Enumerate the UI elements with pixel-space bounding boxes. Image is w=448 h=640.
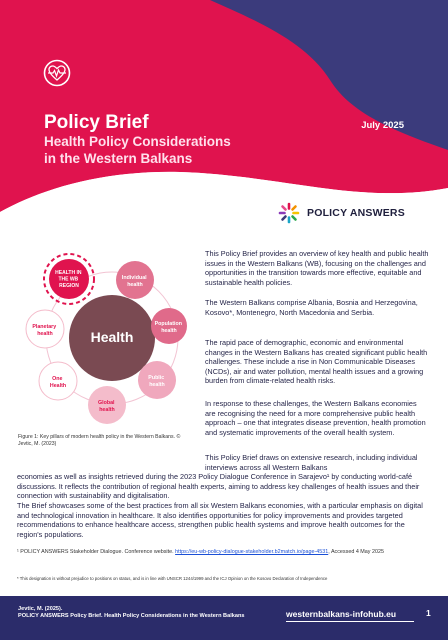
node-population-health: [151, 308, 187, 344]
node-individual-health: [116, 261, 154, 299]
node-health-in-wb-region: [44, 254, 94, 304]
node-global-health: [88, 386, 126, 424]
node-public-health: [138, 361, 176, 399]
paragraph-response: In response to these challenges, the Western Balkans economies are recognising the need for a more comprehensive public health approach – one that integrates disease prevention, health promotion and systematic improvements of the overall health system.: [205, 399, 426, 437]
paragraph-best-practices: The Brief showcases some of the best practices from all six Western Balkans economies, with a particular emphasis on digital and technological innovation in healthcare. It also identifies opportunities for policy improvements and provides targeted recommendations to enhance healthcare access, strengthen public health systems and improve health outcomes for the region's populations.: [17, 501, 423, 539]
publication-date: July 2025: [361, 120, 404, 131]
paragraph-challenges: The rapid pace of demographic, economic and environmental changes in the Western Balkans has created significant public health challenges. These include a rise in Non Communicable Diseases (NCDs), air and water pollution, mental health issues and a growing burden from climate-related health risks.: [205, 338, 428, 386]
highlight-line-2: THE WB: [58, 276, 79, 283]
health-pillars-diagram: [17, 243, 207, 433]
footer-citation: [18, 606, 245, 621]
document-title-line2: in the Western Balkans: [44, 151, 193, 166]
footer-website-link[interactable]: westernbalkans-infohub.eu: [286, 609, 397, 619]
svg-text:One Health: One Health: [49, 376, 67, 389]
svg-text:HEALTH IN THE WB R: [55, 270, 83, 289]
paragraph-methodology-first-line: This Policy Brief draws on extensive research, including individual interviews across all Western Balkans: [205, 453, 418, 472]
figure-caption: Figure 1: Key pillars of modern health policy in the Western Balkans. © Jevtic, M. (2023): [18, 434, 181, 447]
footnote-1-link[interactable]: https://eu-wb-policy-dialogue-stakeholder.b2match.io/page-4531: [175, 549, 329, 555]
paragraph-methodology-rest: economies as well as insights retrieved during the 2023 Policy Dialogue Conference in Sarajevo¹ by conducting world-café discussions. It reflects the contribution of regional health experts, aiming to address key challenges of health issues and their connection with sustainability and digitalisation.: [17, 472, 420, 501]
footer-link-underline: [286, 621, 414, 622]
svg-text:Public health: Public health: [148, 375, 165, 388]
footnote-1-text: ¹ POLICY ANSWERS Stakeholder Dialogue. Conference website.: [17, 549, 174, 555]
paragraph-methodology: [17, 453, 431, 501]
highlight-line-1: HEALTH IN: [55, 270, 82, 276]
paragraph-overview: This Policy Brief provides an overview of key health and public health issues in the Western Balkans (WB), focusing on the challenges and opportunities in the transition towards more effective, equitable and sustainable health policies.: [205, 249, 429, 287]
node-planetary-health: [26, 310, 64, 348]
spark-burst-icon: [277, 201, 301, 225]
document-title-line1: Health Policy Considerations: [44, 134, 231, 149]
footnote-1-accessed: , Accessed 4 May 2025: [328, 549, 384, 555]
svg-text:Population health: Population health: [154, 321, 182, 334]
node-one-health: [39, 362, 77, 400]
svg-text:Individual health: Individual health: [121, 275, 147, 288]
health-pulse-icon: [43, 59, 71, 87]
paragraph-region: The Western Balkans comprise Albania, Bosnia and Herzegovina, Kosovo*, Montenegro, North Macedonia and Serbia.: [205, 298, 418, 317]
brand-logo: [277, 201, 405, 225]
page-number: 1: [426, 608, 431, 618]
footnote-1: [17, 549, 431, 556]
svg-text:Global health: Global health: [98, 400, 115, 413]
document-type: Policy Brief: [44, 112, 149, 133]
footnote-2: * This designation is without prejudice to positions on status, and is in line with UNSCR 1244/1999 and the ICJ Opinion on the Kosovo Declaration of Independence: [17, 576, 328, 581]
center-label: Health: [90, 329, 134, 345]
footer-citation-line2: POLICY ANSWERS Policy Brief. Health Policy Considerations in the Western Balkans: [18, 613, 245, 620]
highlight-line-3: REGION: [59, 283, 79, 289]
brand-name: POLICY ANSWERS: [307, 207, 405, 219]
header-banner: [0, 0, 448, 215]
svg-text:Planetary health: Planetary health: [32, 324, 57, 337]
footer-citation-line1: Jevtic, M. (2025).: [18, 606, 63, 612]
